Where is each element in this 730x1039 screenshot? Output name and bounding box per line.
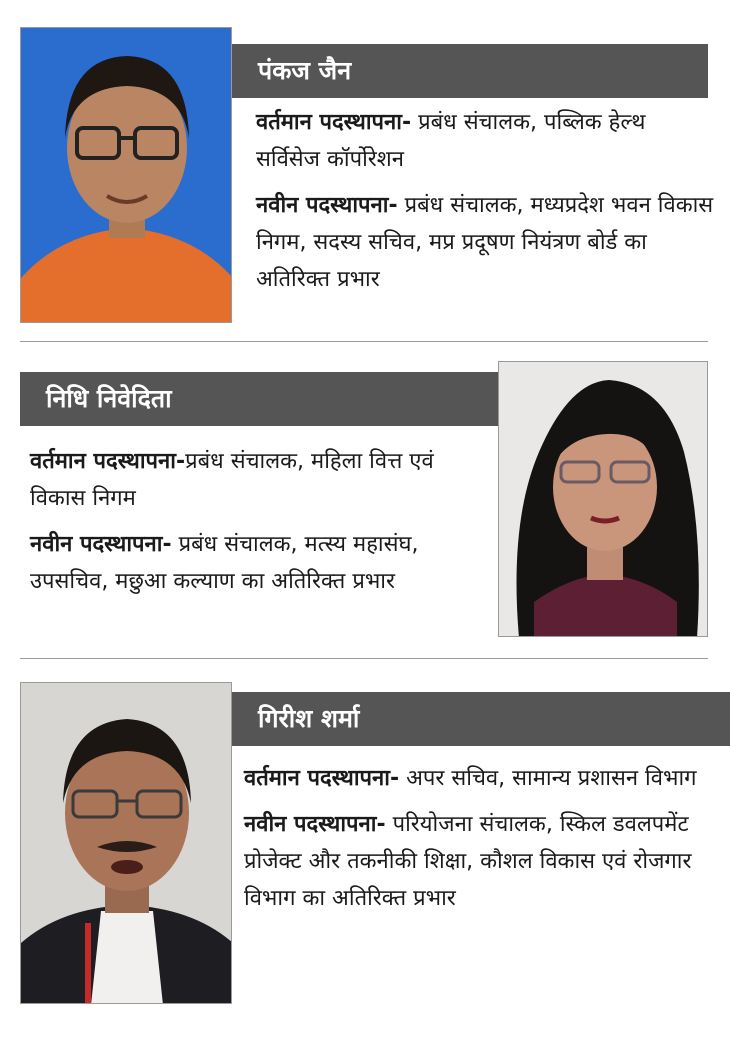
profile-card-3 bbox=[0, 662, 730, 1039]
portrait-photo bbox=[20, 682, 232, 1004]
new-posting-text: प्रबंध संचालक, मध्यप्रदेश भवन विकास निगम, सदस्य सचिव, मप्र प्रदूषण नियंत्रण बोर्ड का अतिरिक्त प्रभार bbox=[256, 193, 714, 292]
new-posting-label: नवीन पदस्थापना- bbox=[256, 193, 398, 218]
current-posting-text: प्रबंध संचालक, महिला वित्त एवं विकास निगम bbox=[30, 449, 434, 511]
person-name-bar: गिरीश शर्मा bbox=[232, 692, 730, 746]
section-divider bbox=[20, 341, 708, 342]
new-posting bbox=[30, 526, 490, 600]
new-posting-text: प्रबंध संचालक, मत्स्य महासंघ, उपसचिव, मछुआ कल्याण का अतिरिक्त प्रभार bbox=[30, 532, 419, 594]
new-posting-text: परियोजना संचालक, स्किल डवलपमेंट प्रोजेक्ट और तकनीकी शिक्षा, कौशल विकास एवं रोजगार विभाग का अतिरिक्त प्रभार bbox=[244, 812, 692, 911]
new-posting bbox=[244, 806, 720, 917]
current-posting-text: प्रबंध संचालक, पब्लिक हेल्थ सर्विसेज कॉर्पोरेशन bbox=[256, 110, 646, 172]
posting-details bbox=[30, 443, 490, 609]
posting-details bbox=[256, 104, 716, 307]
new-posting bbox=[256, 187, 716, 298]
posting-details bbox=[244, 760, 720, 926]
current-posting-text: अपर सचिव, सामान्य प्रशासन विभाग bbox=[399, 766, 697, 791]
new-posting-label: नवीन पदस्थापना- bbox=[30, 532, 172, 557]
current-posting bbox=[244, 760, 720, 797]
section-divider bbox=[20, 658, 708, 659]
new-posting-label: नवीन पदस्थापना- bbox=[244, 812, 386, 837]
current-posting-label: वर्तमान पदस्थापना- bbox=[30, 449, 186, 474]
current-posting-label: वर्तमान पदस्थापना- bbox=[256, 110, 412, 135]
current-posting bbox=[30, 443, 490, 517]
current-posting-label: वर्तमान पदस्थापना- bbox=[244, 766, 400, 791]
portrait-photo bbox=[20, 27, 232, 323]
current-posting bbox=[256, 104, 716, 178]
person-name-bar: निधि निवेदिता bbox=[20, 372, 498, 426]
person-name-bar: पंकज जैन bbox=[232, 44, 708, 98]
profile-card-1 bbox=[0, 0, 730, 330]
portrait-photo bbox=[498, 361, 708, 637]
profile-card-2 bbox=[0, 345, 730, 655]
